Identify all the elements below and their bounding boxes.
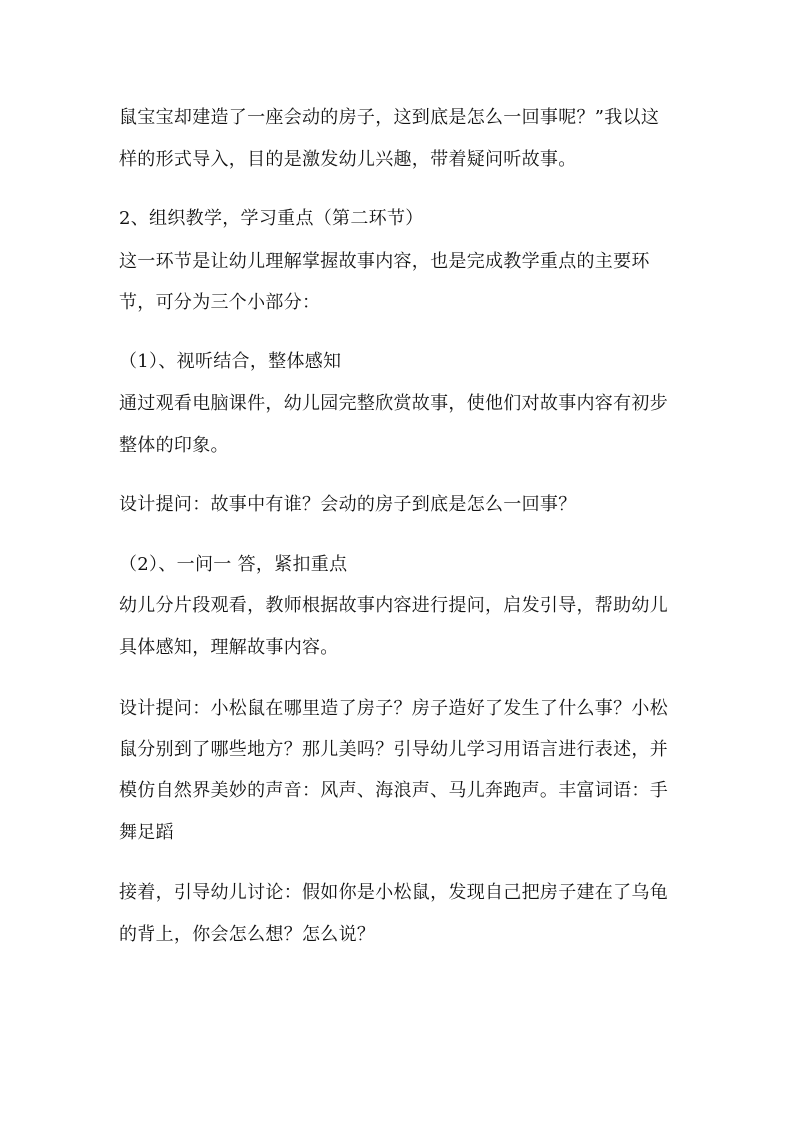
- paragraph-line: 舞足蹈: [119, 822, 174, 843]
- paragraph-line: 模仿自然界美妙的声音：风声、海浪声、马儿奔跑声。丰富词语：手: [119, 780, 668, 801]
- subsection-heading: （2）、一问一 答，紧扣重点: [119, 554, 348, 575]
- paragraph-line: 样的形式导入，目的是激发幼儿兴趣，带着疑问听故事。: [119, 149, 577, 170]
- paragraph-line: 这一环节是让幼儿理解掌握故事内容，也是完成教学重点的主要环: [119, 251, 650, 272]
- subsection-heading: （1）、视听结合，整体感知: [119, 351, 342, 372]
- paragraph-line: 的背上，你会怎么想？怎么说？: [119, 924, 376, 945]
- paragraph-line: 具体感知，理解故事内容。: [119, 637, 339, 658]
- paragraph-line: 节，可分为三个小部分：: [119, 292, 321, 313]
- paragraph-line: 接着，引导幼儿讨论：假如你是小松鼠，发现自己把房子建在了乌龟: [119, 882, 668, 903]
- paragraph-line: 设计提问：故事中有谁？会动的房子到底是怎么一回事？: [119, 494, 577, 515]
- paragraph-line: 设计提问：小松鼠在哪里造了房子？房子造好了发生了什么事？小松: [119, 698, 668, 719]
- section-heading: 2、组织教学，学习重点（第二环节）: [119, 208, 424, 229]
- paragraph-line: 整体的印象。: [119, 435, 229, 456]
- paragraph-line: 鼠宝宝却建造了一座会动的房子，这到底是怎么一回事呢？”我以这: [119, 107, 660, 128]
- paragraph-line: 幼儿分片段观看，教师根据故事内容进行提问，启发引导，帮助幼儿: [119, 595, 668, 616]
- paragraph-line: 鼠分别到了哪些地方？那儿美吗？引导幼儿学习用语言进行表述，并: [119, 739, 668, 760]
- paragraph-line: 通过观看电脑课件，幼儿园完整欣赏故事，使他们对故事内容有初步: [119, 393, 668, 414]
